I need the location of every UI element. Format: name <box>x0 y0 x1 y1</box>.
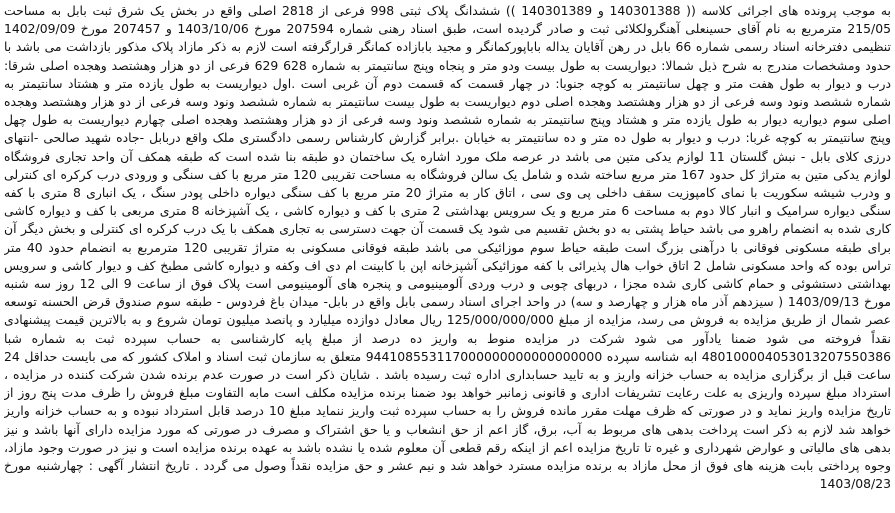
auction-notice <box>4 2 891 509</box>
notice-body-text: به موجب پرونده های اجرائی کلاسه (( 140301388 و 140301389 )) ششدانگ پلاک ثبتی 998 فرعی از 2818 اصلی واقع در بخش یک شرق ثبت بابل به مساحت 215/05 مترمربع به نام آقای حسینعلی آهنگرولکلائی ثبت و صادر گردیده است، طبق اسناد رهنی شماره 207594 مورخ 1403/10/06 و 207457 مورخ 1402/09/09 تنظیمی دفترخانه اسناد رسمی شماره 66 بابل در رهن آقایان یداله باباپورکمانگر و مجید بابازاده کمانگر قرارگرفته است لازم به ذکر مازاد پلاک مذکور بازداشت می باشد با حدود ومشخصات مندرج به شرح ذیل شمالا: دیواریست به طول بیست ودو متر و پنجاه وپنج سانتیمتر به شماره 628 629 فرعی از دو هزار وهشتصد وهجده اصلی شرقا: درب و دیوار به طول هفت متر و چهل سانتیمتر به کوچه جنوبا: در چهار قسمت که قسمت دوم آن غربی است .اول دیواریست به طول یازده متر و هشتاد سانتیمتر به شماره ششصد ونود وسه فرعی از دو هزار وهشتصد وهجده اصلی دوم دیواریست به طول بیست سانتیمتر به شماره ششصد ونود وسه فرعی از دو هزار وهشتصد وهجده اصلی سوم دیواریه دیوار به طول یازده متر و هشتاد وپنج سانتیمتر به شماره ششصد ونود وسه فرعی از دو هزار وهشتصد وهجده اصلی چهارم دیواریست به طول چهل وپنج سانتیمتر به کوچه غربا: درب و دیوار به طول ده متر و ده سانتیمتر به خیابان .برابر گزارش کارشناس رسمی دادگستری ملک واقع دربابل -جاده شهید صالحی -انتهای درزی کلای بابل - نبش گلستان 11 لوازم یدکی متین می باشد در عرصه ملک مورد اشاره یک ساختمان دو طبقه بنا شده است که طبقه همکف آن واحد تجاری فروشگاه لوازم یدکی متین به متراژ کل حدود 167 متر مربع ساخته شده و شامل یک سالن فروشگاه به مساحت تقریبی 120 متر مربع با کف سنگی و ورودی درب کرکره ای کنترلی و ودرب شیشه سکوریت با نمای کامپوزیت سقف داخلی پی وی سی ، اتاق کار به متراژ 20 متر مربع با کف سنگی دیواره داخلی پودر سنگ ، یک انباری 8 متری با کفه سنگی دیواره سرامیک و انبار کالا دوم به مساحت 6 متر مربع و یک سرویس بهداشتی 2 متری با کف و دیواره کاشی ، یک آشپزخانه 8 متری مربعی با کف و دیواره کاشی کاری شده به انضمام راهرو می باشد حیاط پشتی به دو بخش تقسیم می شود یک قسمت آن جهت دسترسی به تجاری همکف با یک درب کرکره ای کنترلی و بخش دیگر آن برای طبقه مسکونی فوقانی با درآهنی بزرگ است طبقه حیاط سوم موزائیکی می باشد طبقه فوقانی مسکونی به متراژ تقریبی 120 مترمربع به انضمام حدود 40 متر تراس بوده که واحد مسکونی شامل 2 اتاق خواب هال پذیرائی با کفه موزائیکی آشپزخانه اپن با کابینت ام دی اف وکفه و دیواره کاشی مطبخ کف و دیوار کاشی و سرویس بهداشتی دستشوئی و حمام کاشی کاری شده مجزا ، دربهای چوبی و درب وردی آلومینیومی و پنجره های آلومینیومی است پلاک فوق از ساعت 9 الی 12 روز سه شنبه مورخ 1403/09/13 ( سیزدهم آذر ماه هزار و چهارصد و سه) در واحد اجرای اسناد رسمی بابل واقع در بابل- میدان باغ فردوس - طبقه سوم صندوق قرض الحسنه توسعه عصر شمال از طریق مزایده به فروش می رسد، مزایده از مبلغ 125/000/000/000 ريال معادل دوازده میلیارد و پانصد میلیون تومان شروع و به بالاترین قیمت پیشنهادی نقداً فروخته می شود ضمنا یادآور می شود شرکت در مزایده منوط به واریز ده درصد از مبلغ پایه کارشناسی به حساب سپرده ثبت به شماره شبا 480100004053013207550386 ابه شناسه سپرده 944108553117000000000000000000 متعلق به سازمان ثبت اسناد و املاک کشور که می بایست حداقل 24 ساعت قبل از برگزاری مزایده به حساب خزانه واریز و به تایید حسابداری اداره ثبت رسیده باشد . شایان ذکر است در صورت عدم برنده شدن شرکت کننده در مزایده ، استرداد مبلغ سپرده واریزی به علت رعایت تشریفات اداری و قانونی زمانبر خواهد بود ضمنا برنده مزایده مکلف است مابه التفاوت مبلغ فروش را ظرف مدت پنج روز از تاریخ مزایده واریز نماید و در صورتی که ظرف مهلت مقرر مانده فروش را به حساب سپرده ثبت واریز ننماید مبلغ 10 درصد قابل استرداد نبوده و به حساب خزانه واریز خواهد شد لازم به ذکر است پرداخت بدهی های مربوط به آب، برق، گاز اعم از حق انشعاب و یا حق اشتراک و مصرف در صورتی که مورد مزایده دارای آنها باشد و نیز بدهی های مالیاتی و عوارض شهرداری و غیره تا تاریخ مزایده اعم از اینکه رقم قطعی آن معلوم شده یا نشده باشد به عهده برنده مزایده است و نیز در صورت وجود مازاد، وجوه پرداختی بابت هزینه های فوق از محل مازاد به برنده مزایده مسترد خواهد شد و نیم عشر و حق مزایده نقداً وصول می گردد . تاریخ انتشار آگهی : چهارشنبه مورخ 1403/08/23 <box>4 3 891 492</box>
